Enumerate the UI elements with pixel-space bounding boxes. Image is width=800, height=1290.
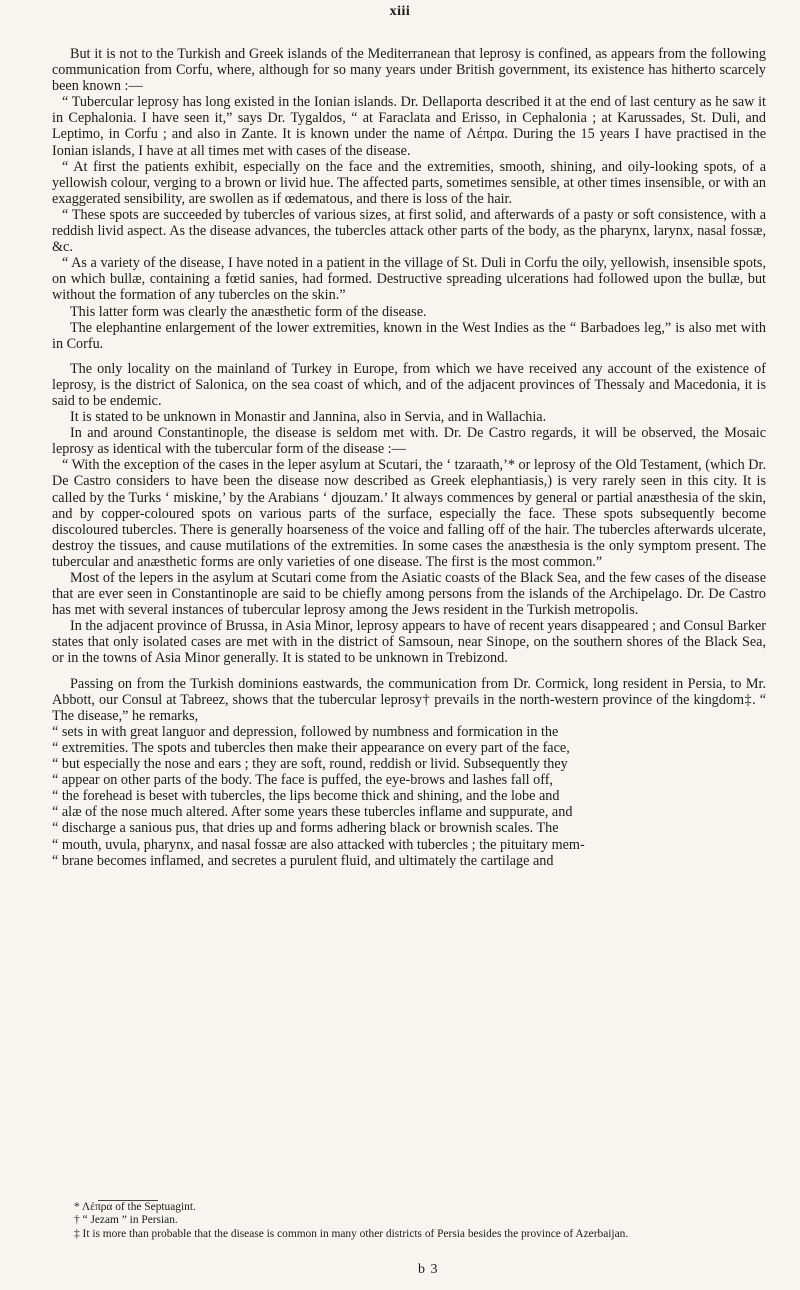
footnote: ‡ It is more than probable that the disease is common in many other districts of Persia besides the province of Azerbaijan. [74,1227,629,1240]
paragraph: It is stated to be unknown in Monastir and Jannina, also in Servia, and in Wallachia. [70,409,547,426]
paragraph: This latter form was clearly the anæsthetic form of the disease. [70,303,427,320]
paragraph: “ With the exception of the cases in the leper asylum at Scutari, the ‘ tzaraath,’* or leprosy of the Old Testament, (which Dr. De Castro considers to have been the disease now described as Greek elephantiasis,) is very rarely seen in this city. It is called by the Turks ‘ miskine,’ by the Arabians ‘ djouzam.’ It always commences by general or partial anæsthesia of the skin, and by copper-coloured spots on various parts of the surface, especially the face. These spots subsequently become discoloured tubercles. There is generally hoarseness of the voice and falling off of the hair. The tubercles afterwards ulcerate, destroy the tissues, and cause mutilations of the extremities. In some cases the anæsthesia is the only symptom present. The tubercular and anæsthetic forms are only varieties of one disease. The first is the most common.” [52,457,766,570]
paragraph: Passing on from the Turkish dominions eastwards, the communication from Dr. Cormick, long resident in Persia, to Mr. Abbott, our Consul at Tabreez, shows that the tubercular leprosy† prevails in the north-western province of the kingdom‡. “ The disease,” he remarks, [52,675,766,724]
footnote: * Λέπρα of the Septuagint. [74,1201,196,1213]
paragraph-list [52,46,766,724]
paragraph: “ At first the patients exhibit, especially on the face and the extremities, smooth, shining, and oily-looking spots, of a yellowish colour, verging to a brown or livid hue. The affected parts, sometimes sensible, at other times insensible, or with an exaggerated sensibility, are swollen as if œdematous, and there is loss of the hair. [52,158,766,207]
paragraph: But it is not to the Turkish and Greek islands of the Mediterranean that leprosy is confined, as appears from the following communication from Corfu, where, although for so many years under British government, its existence has hitherto scarcely been known :— [52,46,766,95]
paragraph: In and around Constantinople, the disease is seldom met with. Dr. De Castro regards, it will be observed, the Mosaic leprosy as identical with the tubercular form of the disease :— [52,425,766,458]
quoted-line: “ the forehead is beset with tubercles, the lips become thick and shining, and the lobe and [52,788,560,805]
paragraph: The only locality on the mainland of Turkey in Europe, from which we have received any account of the existence of leprosy, is the district of Salonica, on the sea coast of which, and of the adjacent provinces of Thessaly and Macedonia, it is said to be endemic. [52,360,766,409]
quoted-line: “ discharge a sanious pus, that dries up and forms adhering black or brownish scales. The [52,820,559,837]
paragraph: Most of the lepers in the asylum at Scutari come from the Asiatic coasts of the Black Sea, and the few cases of the disease that are ever seen in Constantinople are said to be chiefly among persons from the islands of the Archipelago. Dr. De Castro has met with several instances of tubercular leprosy among the Jews resident in the Turkish metropolis. [52,570,766,619]
page-number: xiii [389,4,411,19]
footnotes [52,1201,766,1241]
quoted-line: “ but especially the nose and ears ; they are soft, round, reddish or livid. Subsequently they [52,756,568,773]
paragraph: In the adjacent province of Brussa, in Asia Minor, leprosy appears to have of recent years disappeared ; and Consul Barker states that only isolated cases are met with in the district of Samsoun, near Sinope, on the southern shores of the Black Sea, or in the towns of Asia Minor generally. It is stated to be unknown in Trebizond. [52,618,766,667]
signature-mark: b 3 [418,1262,439,1277]
footnote: † “ Jezam ” in Persian. [74,1214,178,1227]
paragraph: “ These spots are succeeded by tubercles of various sizes, at first solid, and afterwards of a pasty or soft consistence, with a reddish livid aspect. As the disease advances, the tubercles attack other parts of the body, as the pharynx, larynx, nasal fossæ, &c. [52,206,766,256]
quoted-line: “ alæ of the nose much altered. After some years these tubercles inflame and suppurate, and [52,804,573,821]
quoted-line: “ extremities. The spots and tubercles then make their appearance on every part of the face, [52,739,570,756]
quoted-line: “ brane becomes inflamed, and secretes a purulent fluid, and ultimately the cartilage and [52,852,554,869]
quoted-line: “ mouth, uvula, pharynx, and nasal fossæ are also attacked with tubercles ; the pituitary mem- [52,836,585,853]
quoted-line: “ appear on other parts of the body. The face is puffed, the eye-brows and lashes fall off, [52,772,553,789]
body-text [52,46,766,869]
paragraph: The elephantine enlargement of the lower extremities, known in the West Indies as the “ Barbadoes leg,” is also met with in Corfu. [52,319,766,352]
paragraph: “ As a variety of the disease, I have noted in a patient in the village of St. Duli in Corfu the oily, yellowish, insensible spots, on which bullæ, containing a fœtid sanies, had formed. Destructive spreading ulcerations had followed upon the bullæ, but without the formation of any tubercles on the skin.” [52,255,766,304]
paragraph: “ Tubercular leprosy has long existed in the Ionian islands. Dr. Dellaporta described it at the end of last century as he saw it in Cephalonia. I have seen it,” says Dr. Tygaldos, “ at Faraclata and Erisso, in Cephalonia ; at Karussades, St. Duli, and Leptimo, in Corfu ; and also in Zante. It is known under the name of Λέπρα. During the 15 years I have practised in the Ionian islands, I have at all times met with cases of the disease. [52,94,766,159]
quoted-line: “ sets in with great languor and depression, followed by numbness and formication in the [52,723,559,740]
quoted-block [52,724,766,869]
